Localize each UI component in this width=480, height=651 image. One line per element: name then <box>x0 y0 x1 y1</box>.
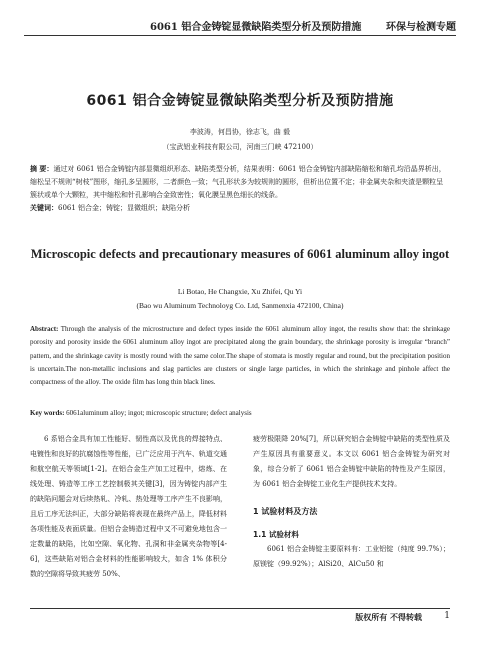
authors-en: Li Botao, He Changxie, Xu Zhifei, Qu Yi <box>177 287 303 296</box>
abstract-cn-text: 通过对 6061 铝合金铸锭内部显微组织形态、缺陷类型分析，结果表明：6061 铝合金铸锭内部缺陷缩松和缩孔均沿晶界析出，缩松呈不规则“树枝”图形，缩孔多呈圆形，二者颜色一致；气孔形状多为较规则的圆形，但析出位置不定；非金属夹杂和夹渣是颗粒呈簇状或单个大颗粒，其中缩松和针孔影响合金致密性；氧化膜呈黑色细长的线条。 <box>30 165 446 199</box>
materials-paragraph: 6061 铝合金铸锭主要原料有：工业铝锭（纯度 99.7%）；原镁锭（99.92%）；AlSi20、AlCu50 和 <box>253 545 450 568</box>
copyright-notice: 版权所有 不得转载 <box>355 612 422 622</box>
body-column-right <box>253 432 450 572</box>
keywords-cn-label: 关键词： <box>30 204 58 212</box>
keywords-en-text: 6061aluminum alloy; ingot; microscopic structure; defect analysis <box>66 409 252 417</box>
keywords-en <box>30 409 450 417</box>
page-header <box>24 18 456 40</box>
abstract-cn-label: 摘 要： <box>30 165 54 173</box>
affiliation-en: (Bao wu Aluminum Technoloyg Co. Ltd, Sanmenxia 472100, China) <box>136 301 344 310</box>
affiliation-cn: （宝武铝业科技有限公司，河南三门峡 472100） <box>162 143 318 151</box>
section-heading-1: 1 试验材料及方法 <box>253 507 318 516</box>
paper-title-en: Microscopic defects and precautionary measures of 6061 aluminum alloy ingot <box>30 247 450 261</box>
keywords-cn-text: 6061 铝合金；铸锭；显微组织；缺陷分析 <box>58 204 191 212</box>
abstract-cn <box>30 163 450 215</box>
footer-rule <box>30 608 450 609</box>
abstract-en-text: Through the analysis of the microstructure and defect types inside the 6061 aluminum alloy ingot, the results show that: the shrinkage porosity and porosity inside the 6061 aluminum alloy ingot are precipitated along the grain boundary, the shrinkage porosity is irregular “branch” pattern, and the shrinkage cavity is mostly round with the same color.The shape of stomata is mostly regular and round, but the precipitation position is uncertain.The non-metallic inclusions and slag particles are clusters or single large particles, in which the shrinkage and pinhole affect the compactness of the alloy. The oxide film has long thin black lines. <box>30 325 451 387</box>
abstract-en-label: Abstract: <box>30 325 59 333</box>
keywords-en-label: Key words: <box>30 409 65 417</box>
intro-paragraph: 6 系铝合金具有加工性能好、韧性高以及优良的焊接特点、电镀性和良好的抗腐蚀性等性能，已广泛应用于汽车、轨道交通和航空航天等领域[1-2]。在铝合金生产加工过程中，熔炼、在线处理、铸造等工序工艺控制极其关键[3]，因为铸锭内部产生的缺陷问题会对后续热轧、冷轧、热处理等工序产生不良影响，且后工序无法纠正，大部分缺陷将表现在最终产品上，降低材料各项性能及表面质量。但铝合金铸造过程中又不可避免地包含一定数量的缺陷，比如空隙、氧化物、孔洞和非金属夹杂物等[4-6]，这些缺陷对铝合金材料的性能影响较大，如含 1% 体积分数的空隙将导致其疲劳 50%、 <box>30 435 227 578</box>
journal-section: 环保与检测专题 <box>386 22 456 33</box>
paper-title-cn: 6061 铝合金铸锭显微缺陷类型分析及预防措施 <box>86 93 394 109</box>
body-column-left <box>30 432 227 582</box>
intro-paragraph-continued: 疲劳极限降 20%[7]，所以研究铝合金铸锭中缺陷的类型性质及产生原因具有重要意义。本文以 6061 铝合金铸锭为研究对象，综合分析了 6061 铝合金铸锭中缺陷的特性及产生原因，为 6061 铝合金铸锭工业化生产提供技术支持。 <box>253 435 450 488</box>
abstract-en <box>30 323 450 389</box>
subsection-heading-1-1: 1.1 试验材料 <box>253 530 299 539</box>
header-rule <box>24 35 456 36</box>
page-number: 1 <box>444 611 450 621</box>
running-title: 6061 铝合金铸锭显微缺陷类型分析及预防措施 <box>150 22 362 33</box>
authors-cn: 李波涛，何昌协，徐志飞，曲 毅 <box>189 128 291 136</box>
